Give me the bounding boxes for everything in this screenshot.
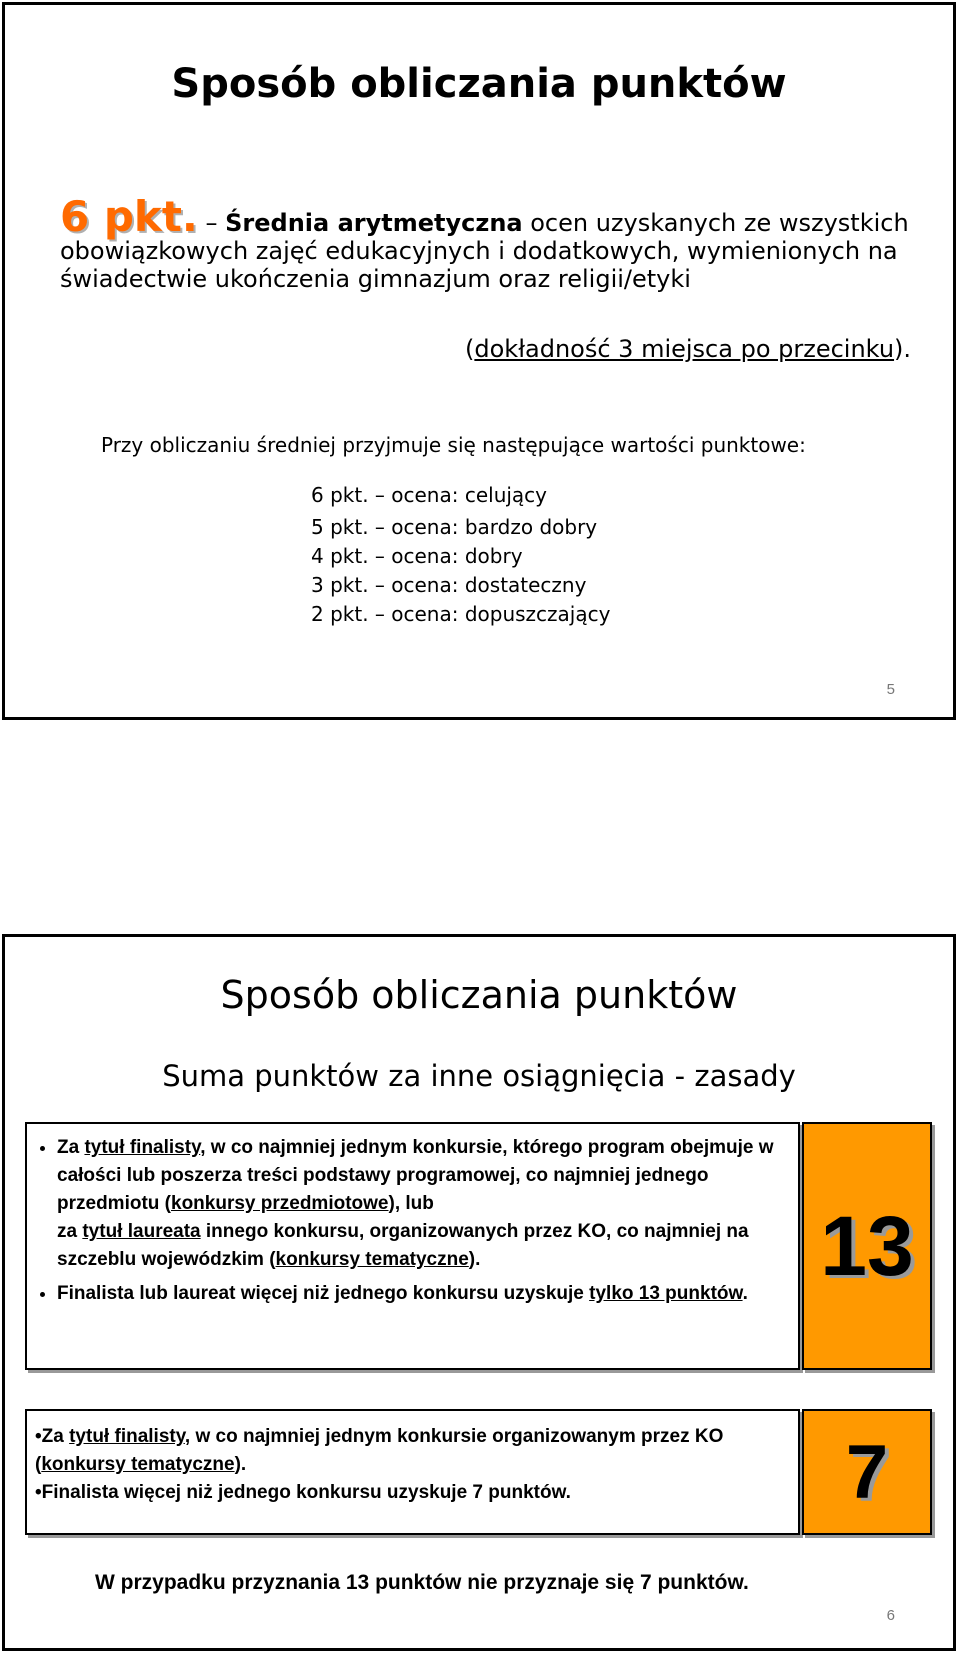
grade-item: 5 pkt. – ocena: bardzo dobry <box>311 515 598 539</box>
text: , w co najmniej jednym konkursie organizowanym przez KO ( <box>35 1426 724 1475</box>
rule-item <box>35 1423 790 1479</box>
slide-title: Sposób obliczania punktów <box>171 61 787 107</box>
grade-item: 4 pkt. – ocena: dobry <box>311 544 523 568</box>
underlined-text: konkursy przedmiotowe <box>171 1193 389 1214</box>
score-badge-7: 7 <box>802 1409 932 1535</box>
text: Za <box>57 1137 85 1158</box>
underlined-text: tytuł finalisty <box>69 1426 185 1447</box>
score-badge-13: 13 <box>802 1122 932 1370</box>
text: , w co najmniej jednym konkursie, którego program obejmuje w całości lub poszerza treści podstawy programowej, co najmniej jednego przedmiotu ( <box>57 1137 774 1214</box>
underlined-text: tylko 13 punktów <box>589 1283 743 1304</box>
underlined-text: tytuł laureata <box>82 1221 201 1242</box>
underlined-text: konkursy tematyczne <box>275 1249 469 1270</box>
grade-item: 3 pkt. – ocena: dostateczny <box>311 573 587 597</box>
points-highlight: 6 pkt. <box>60 192 198 241</box>
rule-item <box>57 1134 790 1274</box>
page-number: 6 <box>886 1607 895 1624</box>
average-rule-paragraph <box>60 192 920 293</box>
slide-title: Sposób obliczania punktów <box>220 973 738 1017</box>
text: Finalista lub laureat więcej niż jednego konkursu uzyskuje <box>57 1283 590 1304</box>
text: ), lub <box>388 1193 434 1214</box>
lead-dash: – <box>197 209 226 237</box>
underlined-text: konkursy tematyczne <box>41 1454 235 1475</box>
lead-rest: ocen uzyskanych ze wszystkich obowiązkowych zajęć edukacyjnych i dodatkowych, wymienionych na świadectwie ukończenia gimnazjum oraz religii/etyki <box>60 209 909 293</box>
rule-box-13 <box>25 1122 800 1370</box>
underlined-text: tytuł finalisty <box>84 1137 201 1158</box>
rule-item: •Finalista więcej niż jednego konkursu uzyskuje 7 punktów. <box>35 1482 571 1503</box>
accuracy-note <box>465 335 911 363</box>
text: •Za <box>35 1426 70 1447</box>
page-number: 5 <box>886 681 895 698</box>
rule-item <box>57 1280 790 1308</box>
slide-6 <box>2 934 956 1651</box>
text: ). <box>234 1454 247 1475</box>
lead-bold: Średnia arytmetyczna <box>225 209 523 237</box>
text: . <box>742 1283 748 1304</box>
grades-intro: Przy obliczaniu średniej przyjmuje się następujące wartości punktowe: <box>101 433 806 457</box>
footer-note: W przypadku przyznania 13 punktów nie przyznaje się 7 punktów. <box>95 1571 749 1594</box>
grade-item: 2 pkt. – ocena: dopuszczający <box>311 602 611 626</box>
accuracy-text: dokładność 3 miejsca po przecinku <box>474 335 895 363</box>
accuracy-open: ( <box>465 335 475 363</box>
rule-box-7 <box>25 1409 800 1535</box>
grade-item: 6 pkt. – ocena: celujący <box>311 483 548 507</box>
grade-list <box>311 481 610 629</box>
text: za <box>57 1221 83 1242</box>
text: ). <box>468 1249 481 1270</box>
text: innego konkursu, organizowanych przez KO, co najmniej na szczeblu wojewódzkim ( <box>57 1221 749 1270</box>
slide-subtitle: Suma punktów za inne osiągnięcia - zasady <box>162 1059 796 1093</box>
accuracy-close: ). <box>894 335 912 363</box>
slide-5 <box>2 2 956 720</box>
